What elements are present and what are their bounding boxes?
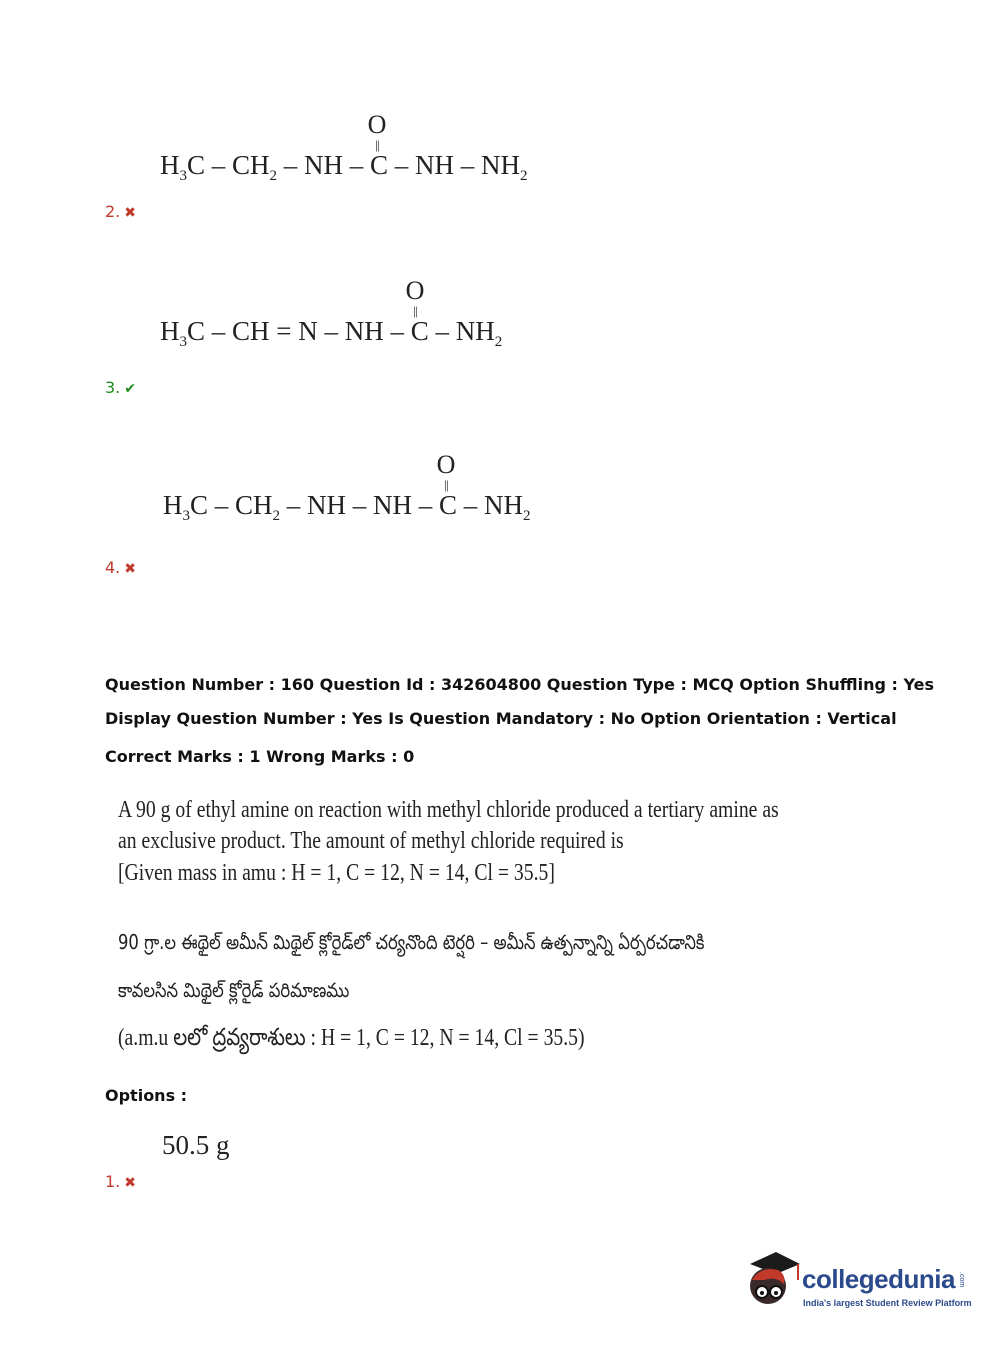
carbonyl-group [403, 278, 427, 317]
carbonyl-oxygen: O [367, 110, 387, 139]
option-number: 3. [105, 378, 121, 397]
question-telugu-line-1: 90 గ్రా.ల ఈథైల్ అమీన్ మిథైల్ క్లోరైడ్‌లో చర్యనొంది టెర్షరి – అమీన్ ఉత్పన్నాన్ని ఏర్పరచడానికి [118, 930, 705, 954]
logo-name: collegedunia [802, 1264, 955, 1294]
option-number-label [105, 202, 136, 221]
question-english-line-2: an exclusive product. The amount of methyl chloride required is [118, 828, 624, 854]
double-bond: || [444, 477, 448, 492]
mascot-icon [740, 1250, 802, 1312]
question-telugu-line-2: కావలసిన మిథైల్ క్లోరైడ్ పరిమాణము [118, 978, 350, 1002]
cross-icon: ✖ [124, 1175, 136, 1191]
double-bond: || [413, 303, 417, 318]
question-english-line-1: A 90 g of ethyl amine on reaction with methyl chloride produced a tertiary amine as [118, 797, 779, 823]
chemical-formula: $H_3C - CH_2$ – NH – C – NH – $NH_2$ [160, 150, 528, 184]
double-bond: || [375, 137, 379, 152]
carbonyl-group [434, 452, 458, 491]
question-telugu-line-3: (a.m.u లలో ద్రవ్యరాశులు : H = 1, C = 12, N = 14, Cl = 35.5) [118, 1025, 585, 1051]
collegedunia-logo [740, 1250, 970, 1320]
option-number-label [105, 558, 136, 577]
chemical-formula: $H_3C$ – CH = N – NH – C – $NH_2$ [160, 316, 503, 350]
options-label: Options : [105, 1086, 188, 1105]
question-meta-line-3: Correct Marks : 1 Wrong Marks : 0 [105, 747, 415, 766]
checkmark-icon: ✔ [124, 381, 136, 397]
carbonyl-oxygen: O [405, 276, 425, 305]
carbonyl-oxygen: O [436, 450, 456, 479]
option-number-label [105, 378, 136, 397]
cross-icon: ✖ [124, 561, 136, 577]
logo-tagline: India's largest Student Review Platform [803, 1298, 972, 1308]
option-number: 2. [105, 202, 121, 221]
option-number: 1. [105, 1172, 121, 1191]
question-meta-line-1: Question Number : 160 Question Id : 342604800 Question Type : MCQ Option Shuffling : Yes [105, 675, 935, 694]
question-meta-line-2: Display Question Number : Yes Is Question Mandatory : No Option Orientation : Vertical [105, 709, 897, 728]
option-number-label [105, 1172, 136, 1191]
chemical-formula: $H_3C - CH_2$ – NH – NH – C – $NH_2$ [163, 490, 531, 524]
cross-icon: ✖ [124, 205, 136, 221]
option-number: 4. [105, 558, 121, 577]
question-english-line-3: [Given mass in amu : H = 1, C = 12, N = 14, Cl = 35.5] [118, 860, 555, 886]
option-answer-text: 50.5 g [162, 1130, 230, 1160]
logo-suffix: .com [958, 1272, 965, 1288]
carbonyl-group [365, 112, 389, 151]
